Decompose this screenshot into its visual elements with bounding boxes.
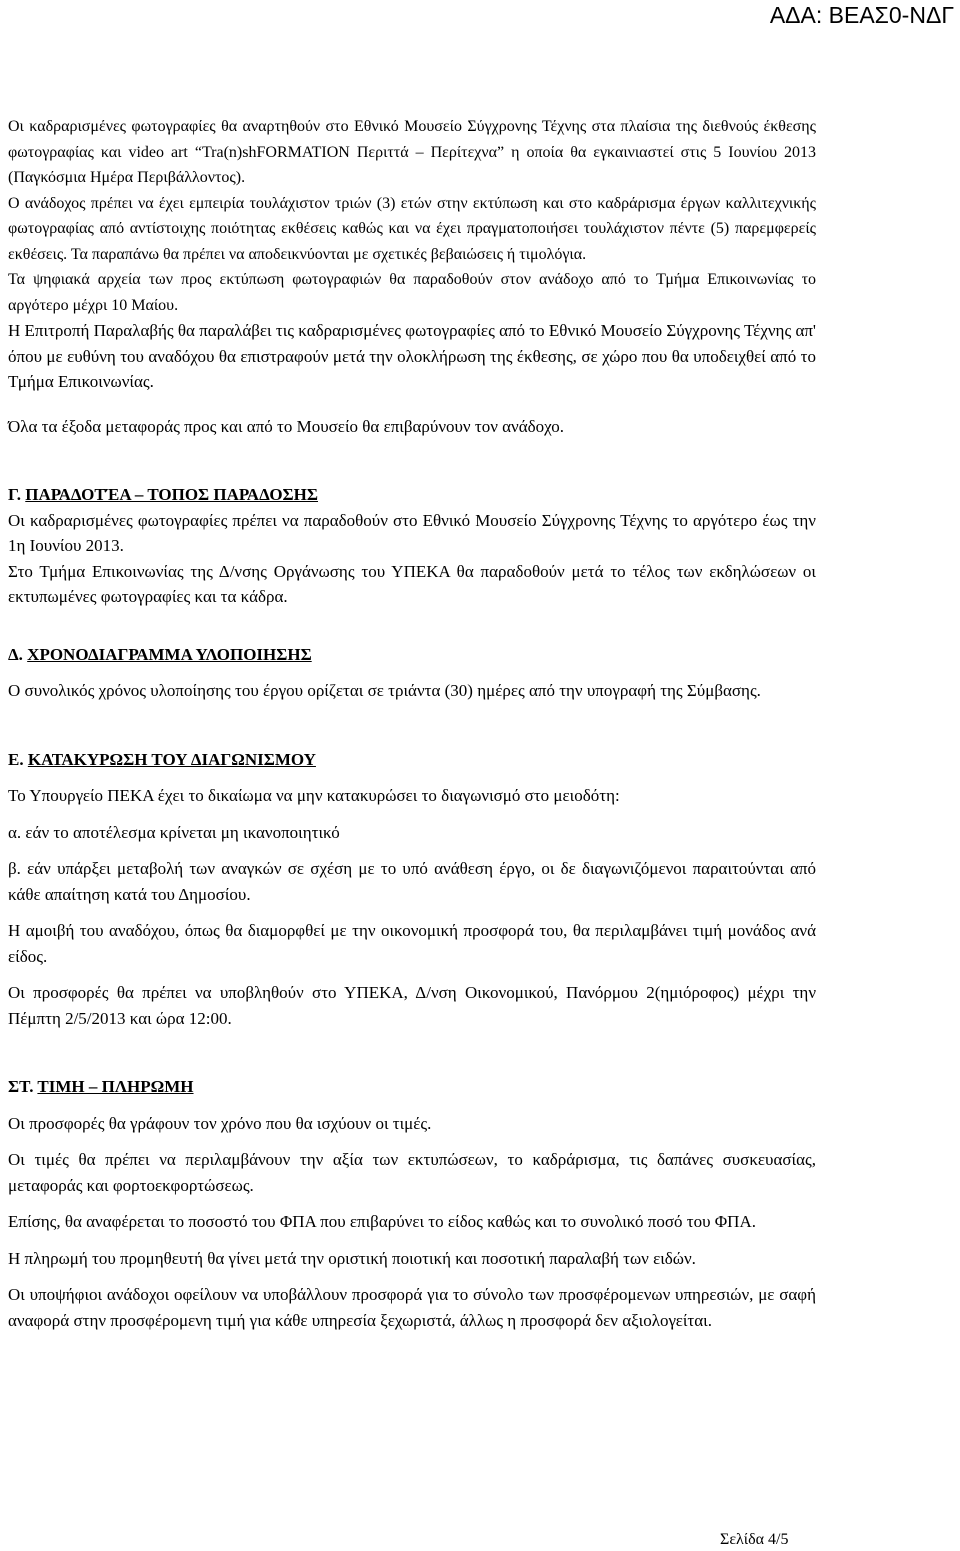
section-letter: Δ.: [8, 644, 23, 664]
paragraph-delivery-location: Στο Τμήμα Επικοινωνίας της Δ/νσης Οργάνωσης του ΥΠΕΚΑ θα παραδοθούν μετά το τέλος των εκδηλώσεων οι εκτυπωμένες φωτογραφίες και τα κάδρα.: [8, 561, 816, 606]
paragraph-digital-files: Τα ψηφιακά αρχεία των προς εκτύπωση φωτογραφιών θα παραδοθούν στον ανάδοχο από το Τμήμα Επικοινωνίας το αργότερο μέχρι 10 Μαίου.: [8, 271, 816, 314]
paragraph-vat: Επίσης, θα αναφέρεται το ποσοστό του ΦΠΑ που επιβαρύνει το είδος καθώς και το συνολικό ποσό του ΦΠΑ.: [8, 1212, 756, 1231]
paragraph-exhibition: Οι καδραρισμένες φωτογραφίες θα αναρτηθούν στο Εθνικό Μουσείο Σύγχρονης Τέχνης στα πλαίσια της διεθνούς έκθεσης φωτογραφίας και video art “Tra(n)shFORMATION Περιττά – Περίτεχνα” η οποία θα εγκαινιαστεί στις 5 Ιουνίου 2013 (Παγκόσμια Ημέρα Περιβάλλοντος).: [8, 118, 816, 186]
paragraph-price-includes: Οι τιμές θα πρέπει να περιλαμβάνουν την αξία των εκτυπώσεων, το καδράρισμα, τις δαπάνες συσκευασίας, μεταφοράς και φορτοεκφορτώσεως.: [8, 1150, 816, 1195]
section-heading-deliverables: [8, 482, 816, 508]
section-letter: Ε.: [8, 749, 24, 769]
section-title: ΤΙΜΗ – ΠΛΗΡΩΜΗ: [37, 1077, 194, 1096]
document-code: ΑΔΑ: ΒΕΑΣ0-ΝΔΓ: [769, 2, 954, 28]
paragraph-timeline: Ο συνολικός χρόνος υλοποίησης του έργου ορίζεται σε τριάντα (30) ημέρες από την υπογραφή της Σύμβασης.: [8, 681, 761, 700]
paragraph-full-offer: Οι υποψήφιοι ανάδοχοι οφείλουν να υποβάλλουν προσφορά για το σύνολο των προσφέρομενων υπηρεσιών, με σαφή αναφορά στην προσφέρομενη τιμή για κάθε υπηρεσία ξεχωριστά, άλλως η προσφορά δεν αξιολογείται.: [8, 1285, 816, 1330]
paragraph-price-validity: Οι προσφορές θα γράφουν τον χρόνο που θα ισχύουν οι τιμές.: [8, 1113, 432, 1133]
section-title: ΧΡΟΝΟΔΙΑΓΡΑΜΜΑ ΥΛΟΠΟΙΗΣΗΣ: [27, 644, 312, 664]
paragraph-delivery-date: Οι καδραρισμένες φωτογραφίες πρέπει να παραδοθούν στο Εθνικό Μουσείο Σύγχρονης Τέχνης το αργότερο έως την 1η Ιουνίου 2013.: [8, 510, 816, 555]
section-heading-price-payment: [8, 1074, 816, 1100]
section-letter: ΣΤ.: [8, 1077, 34, 1096]
section-heading-timeline: [8, 642, 816, 668]
paragraph-acceptance-committee: Η Επιτροπή Παραλαβής θα παραλάβει τις καδραρισμένες φωτογραφίες από το Εθνικό Μουσείο Σύγχρονης Τέχνης απ' όπου με ευθύνη του αναδόχου θα επιστραφούν μετά την ολοκλήρωση της έκθεσης, σε χώρο που θα υποδειχθεί από το Τμήμα Επικοινωνίας.: [8, 321, 816, 391]
section-heading-award: [8, 747, 816, 773]
paragraph-award-condition-b: β. εάν υπάρξει μεταβολή των αναγκών σε σχέση με το υπό ανάθεση έργο, οι δε διαγωνιζόμενοι παραιτούνται από κάθε απαίτηση κατά του Δημοσίου.: [8, 859, 816, 904]
paragraph-award-condition-a: α. εάν το αποτέλεσμα κρίνεται μη ικανοποιητικό: [8, 822, 340, 842]
section-letter: Γ.: [8, 485, 22, 504]
section-title: ΚΑΤΑΚΥΡΩΣΗ ΤΟΥ ΔΙΑΓΩΝΙΣΜΟΥ: [27, 749, 316, 769]
section-title: ΠΑΡΑΔΟΤΈΑ – ΤΟΠΟΣ ΠΑΡΑΔΟΣΗΣ: [25, 485, 319, 504]
document-body: [8, 114, 816, 1333]
page-number: Σελίδα 4/5: [720, 1531, 789, 1548]
paragraph-transport-costs: Όλα τα έξοδα μεταφοράς προς και από το Μουσείο θα επιβαρύνουν τον ανάδοχο.: [8, 416, 565, 436]
paragraph-payment: Η πληρωμή του προμηθευτή θα γίνει μετά την οριστική ποιοτική και ποσοτική παραλαβή των ειδών.: [8, 1248, 696, 1268]
paragraph-award-right: Το Υπουργείο ΠΕΚΑ έχει το δικαίωμα να μην κατακυρώσει το διαγωνισμό στο μειοδότη:: [8, 786, 620, 805]
paragraph-offer-submission: Οι προσφορές θα πρέπει να υποβληθούν στο ΥΠΕΚΑ, Δ/νση Οικονομικού, Πανόρμου 2(ημιόροφος) μέχρι την Πέμπτη 2/5/2013 και ώρα 12:00.: [8, 983, 816, 1028]
paragraph-contractor-experience: Ο ανάδοχος πρέπει να έχει εμπειρία τουλάχιστον τριών (3) ετών στην εκτύπωση και στο καδράρισμα έργων καλλιτεχνικής φωτογραφίας από αντίστοιχης ποιότητας εκθέσεις καθώς και να έχει πραγματοποιήσει τουλάχιστον πέντε (5) παρεμφερείς εκθέσεις. Τα παραπάνω θα πρέπει να αποδεικνύονται με σχετικές βεβαιώσεις ή τιμολόγια.: [8, 194, 816, 263]
paragraph-contractor-fee: Η αμοιβή του αναδόχου, όπως θα διαμορφθεί με την οικονομική προσφορά του, θα περιλαμβάνει τιμή μονάδος ανά είδος.: [8, 921, 816, 966]
